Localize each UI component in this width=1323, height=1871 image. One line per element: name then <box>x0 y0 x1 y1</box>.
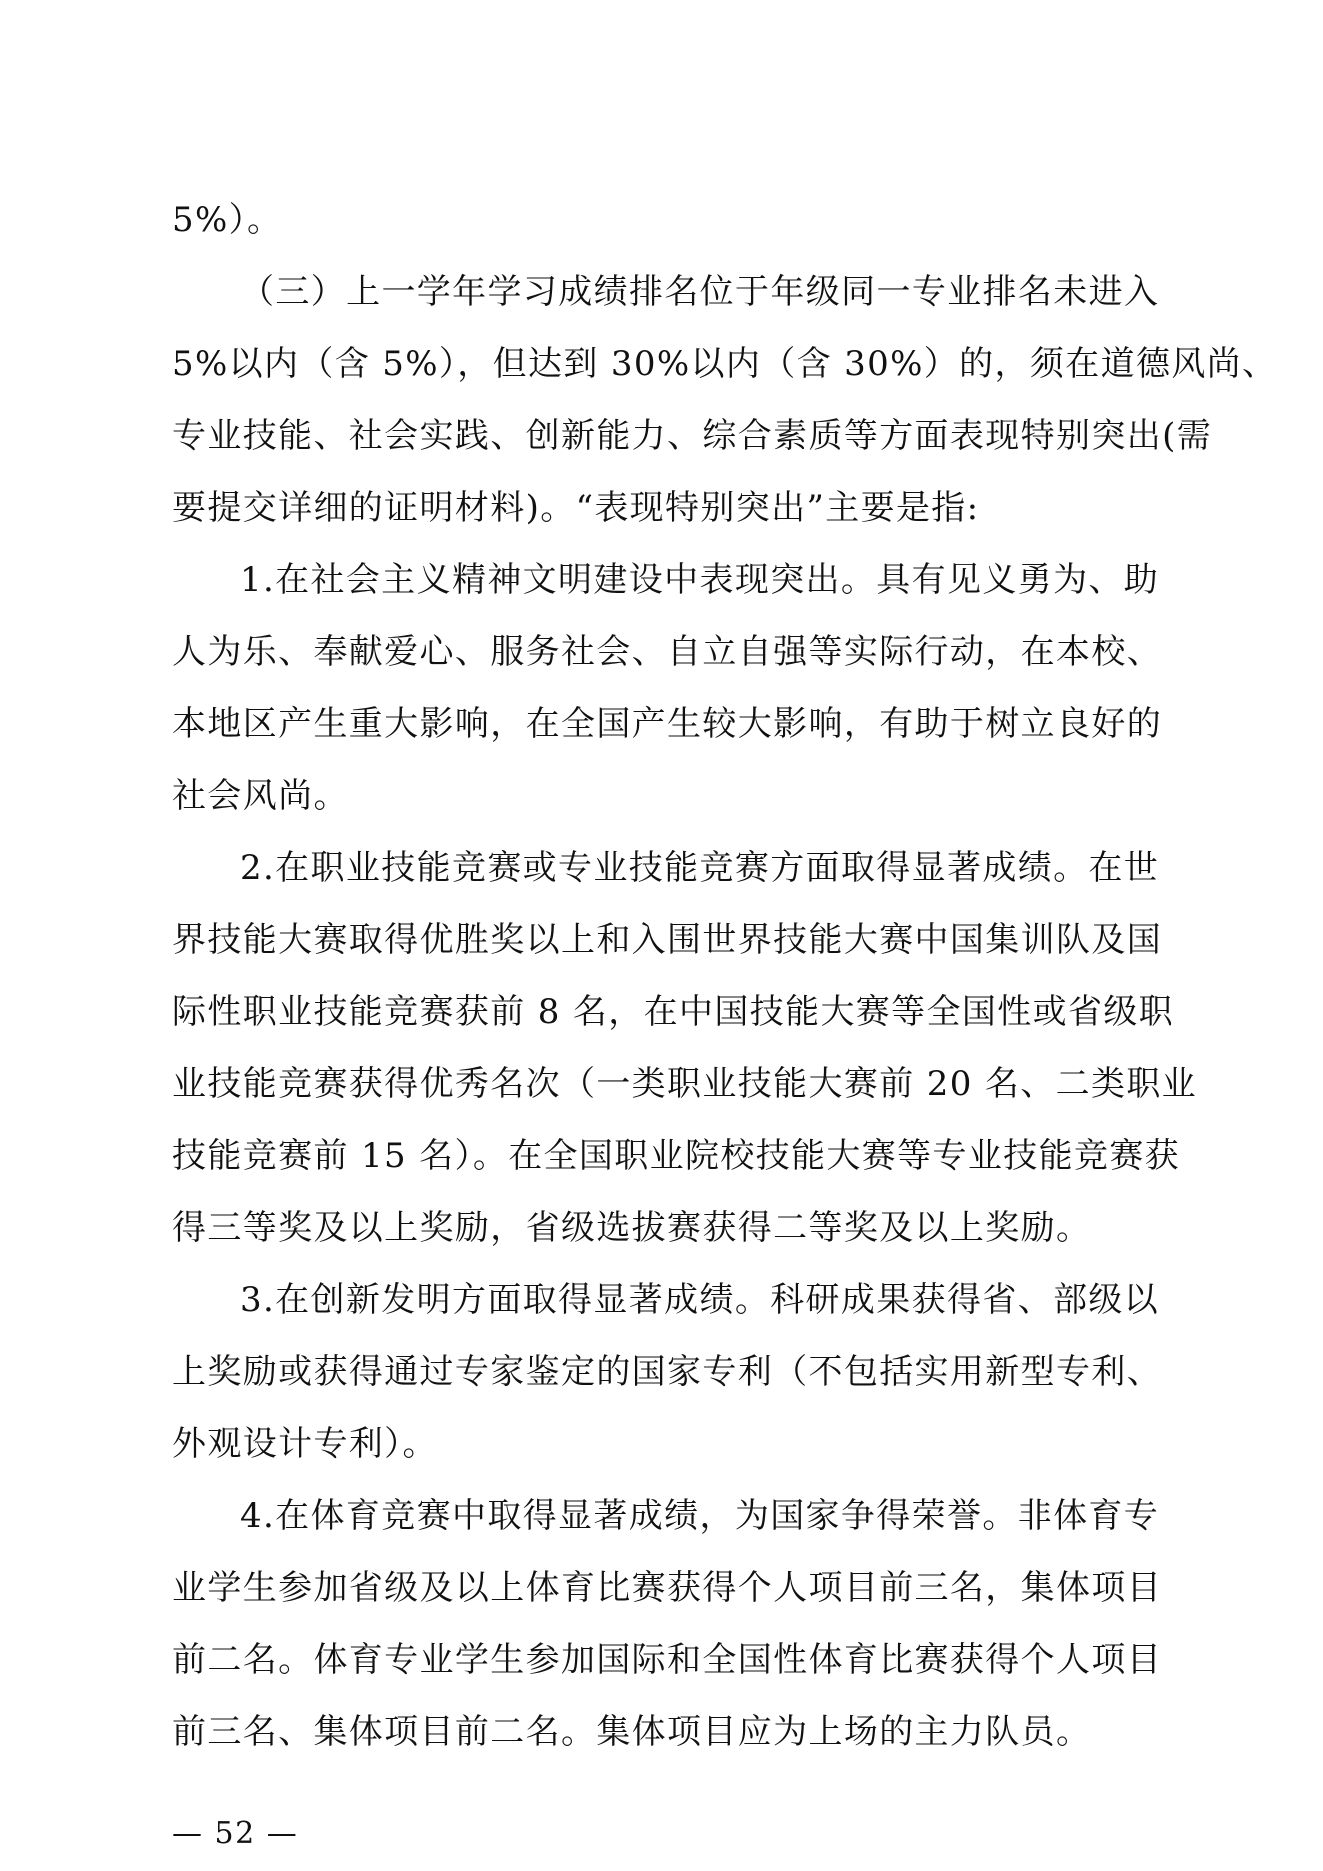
text-line: （三）上一学年学习成绩排名位于年级同一专业排名未进入 <box>240 272 1160 312</box>
text-line: 前三名、集体项目前二名。集体项目应为上场的主力队员。 <box>172 1712 1092 1752</box>
text-line: 社会风尚。 <box>172 776 349 816</box>
text-line: 5%以内（含 5%），但达到 30%以内（含 30%）的，须在道德风尚、 <box>172 344 1278 384</box>
text-line: 1.在社会主义精神文明建设中表现突出。具有见义勇为、助 <box>240 560 1160 600</box>
text-line: 上奖励或获得通过专家鉴定的国家专利（不包括实用新型专利、 <box>172 1352 1163 1392</box>
text-line: 业技能竞赛获得优秀名次（一类职业技能大赛前 20 名、二类职业 <box>172 1064 1198 1104</box>
text-line: 2.在职业技能竞赛或专业技能竞赛方面取得显著成绩。在世 <box>240 848 1160 888</box>
text-line: 业学生参加省级及以上体育比赛获得个人项目前三名，集体项目 <box>172 1568 1163 1608</box>
text-line: 人为乐、奉献爱心、服务社会、自立自强等实际行动，在本校、 <box>172 632 1163 672</box>
text-line: 技能竞赛前 15 名）。在全国职业院校技能大赛等专业技能竞赛获 <box>172 1136 1181 1176</box>
text-line: 前二名。体育专业学生参加国际和全国性体育比赛获得个人项目 <box>172 1640 1163 1680</box>
text-line: 3.在创新发明方面取得显著成绩。科研成果获得省、部级以 <box>240 1280 1160 1320</box>
text-line: 得三等奖及以上奖励，省级选拔赛获得二等奖及以上奖励。 <box>172 1208 1092 1248</box>
text-line: 4.在体育竞赛中取得显著成绩，为国家争得荣誉。非体育专 <box>240 1496 1160 1536</box>
text-line: 界技能大赛取得优胜奖以上和入围世界技能大赛中国集训队及国 <box>172 920 1163 960</box>
text-line: 本地区产生重大影响，在全国产生较大影响，有助于树立良好的 <box>172 704 1163 744</box>
text-line: 5%）。 <box>172 200 283 240</box>
page-number: — 52 — <box>172 1816 299 1851</box>
text-line: 外观设计专利）。 <box>172 1424 438 1464</box>
text-line: 际性职业技能竞赛获前 8 名，在中国技能大赛等全国性或省级职 <box>172 992 1175 1032</box>
text-line: 专业技能、社会实践、创新能力、综合素质等方面表现特别突出(需 <box>172 416 1213 456</box>
text-line: 要提交详细的证明材料)。“表现特别突出”主要是指: <box>172 488 980 528</box>
